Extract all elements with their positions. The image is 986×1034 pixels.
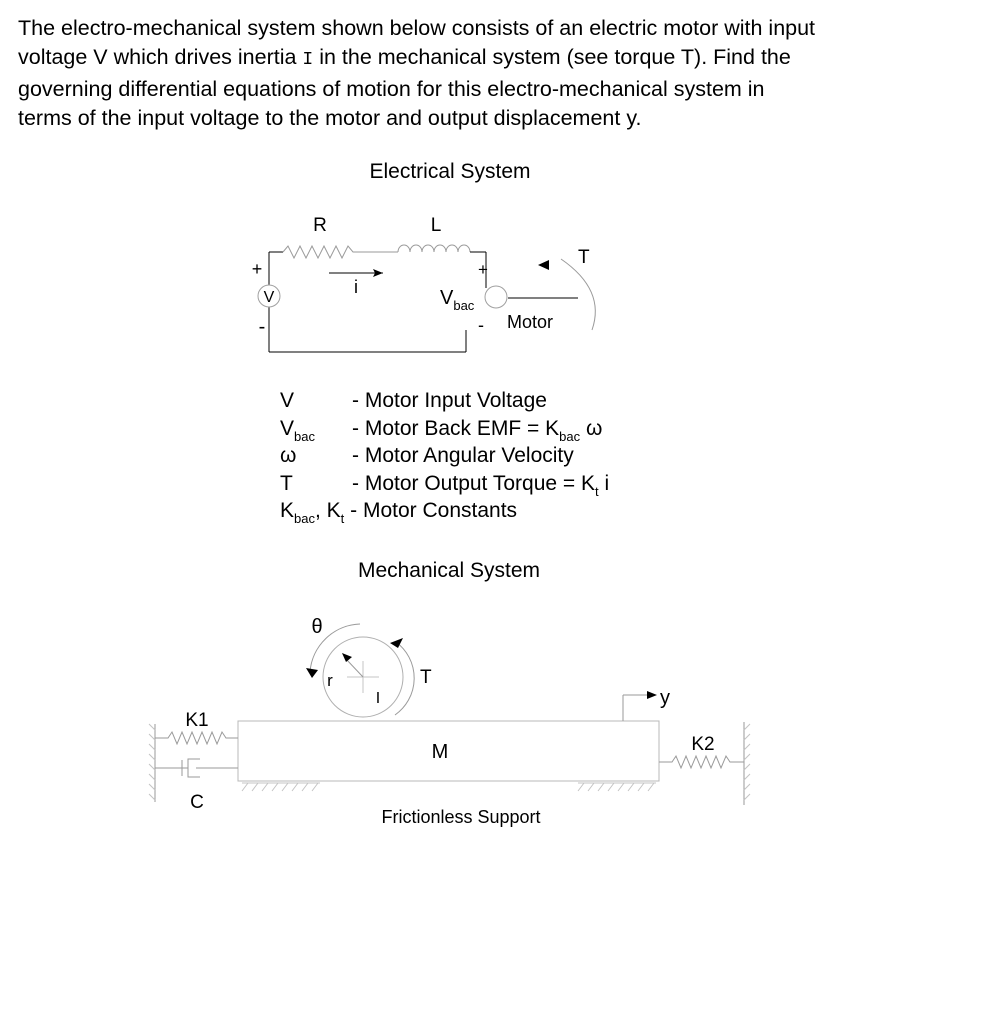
- inertia-symbol: I: [302, 50, 314, 70]
- label-L: L: [430, 215, 442, 236]
- torque-arc-mech: [395, 642, 414, 715]
- label-K1: K1: [185, 710, 209, 731]
- support-hatch-right: [578, 783, 656, 791]
- legend-sym-0: V: [280, 389, 295, 412]
- label-i: i: [354, 277, 358, 297]
- legend-sym-1: $V_{bac}$: [280, 417, 315, 444]
- torque-arc: [561, 259, 595, 330]
- legend-desc-2: - Motor Angular Velocity: [352, 444, 574, 467]
- motor-symbol: [485, 286, 507, 308]
- left-wall-hatch: [149, 724, 155, 800]
- label-r: r: [327, 671, 333, 690]
- y-arrowhead: [647, 691, 657, 699]
- mass-block: [238, 721, 659, 781]
- resistor-symbol: [283, 246, 398, 258]
- label-M: M: [431, 741, 449, 763]
- spring-K1: [155, 732, 238, 744]
- problem-line-3: governing differential equations of motion for this electro-mechanical system in: [18, 77, 765, 101]
- vbac-main: V: [440, 287, 454, 309]
- mechanical-system: [149, 559, 750, 827]
- label-T-mechanical: T: [420, 667, 432, 688]
- label-R: R: [313, 215, 327, 236]
- legend-sym-3: T: [280, 472, 293, 495]
- legend-desc-1: - Motor Back EMF = $K_{bac}$ ω: [352, 417, 603, 444]
- torque-arrowhead: [538, 260, 549, 270]
- legend-desc-3: - Motor Output Torque = $K_t$ i: [352, 472, 610, 499]
- label-support: Frictionless Support: [381, 807, 541, 827]
- legend-sym-2: ω: [280, 444, 297, 467]
- label-K2: K2: [691, 734, 715, 755]
- spring-K2: [659, 756, 744, 768]
- legend-constants: $K_{bac}$, $K_t$ - Motor Constants: [280, 499, 518, 526]
- vbac-sub: bac: [453, 298, 475, 313]
- label-C: C: [190, 792, 204, 813]
- right-wall-hatch: [744, 724, 750, 800]
- label-y: y: [660, 687, 670, 709]
- label-minus-right: -: [478, 315, 484, 335]
- theta-arrowhead: [306, 668, 318, 678]
- legend-desc-0: - Motor Input Voltage: [352, 389, 547, 412]
- problem-line-1: The electro-mechanical system shown below consists of an electric motor with input: [18, 16, 816, 40]
- label-motor: Motor: [507, 312, 554, 332]
- label-plus-right: +: [478, 260, 488, 279]
- symbol-legend: [280, 389, 609, 526]
- label-V: V: [263, 289, 275, 306]
- problem-line-2-a: voltage V which drives inertia: [18, 45, 303, 69]
- label-T-electrical: T: [578, 247, 590, 268]
- radius-line: [346, 659, 363, 677]
- label-vbac: [440, 287, 475, 313]
- label-minus-left: -: [258, 316, 266, 338]
- label-plus-left: +: [251, 259, 263, 279]
- problem-line-2-b: in the mechanical system (see torque T). Find the: [313, 45, 791, 69]
- electrical-title: Electrical System: [369, 160, 531, 183]
- mechanical-title: Mechanical System: [357, 559, 541, 582]
- label-theta: θ: [311, 616, 323, 638]
- problem-line-4: terms of the input voltage to the motor and output displacement y.: [18, 106, 642, 130]
- electrical-system: [252, 160, 596, 352]
- support-hatch-left: [242, 783, 320, 791]
- radius-arrowhead: [342, 653, 352, 662]
- label-I: I: [375, 690, 381, 707]
- inductor-symbol: [398, 245, 470, 252]
